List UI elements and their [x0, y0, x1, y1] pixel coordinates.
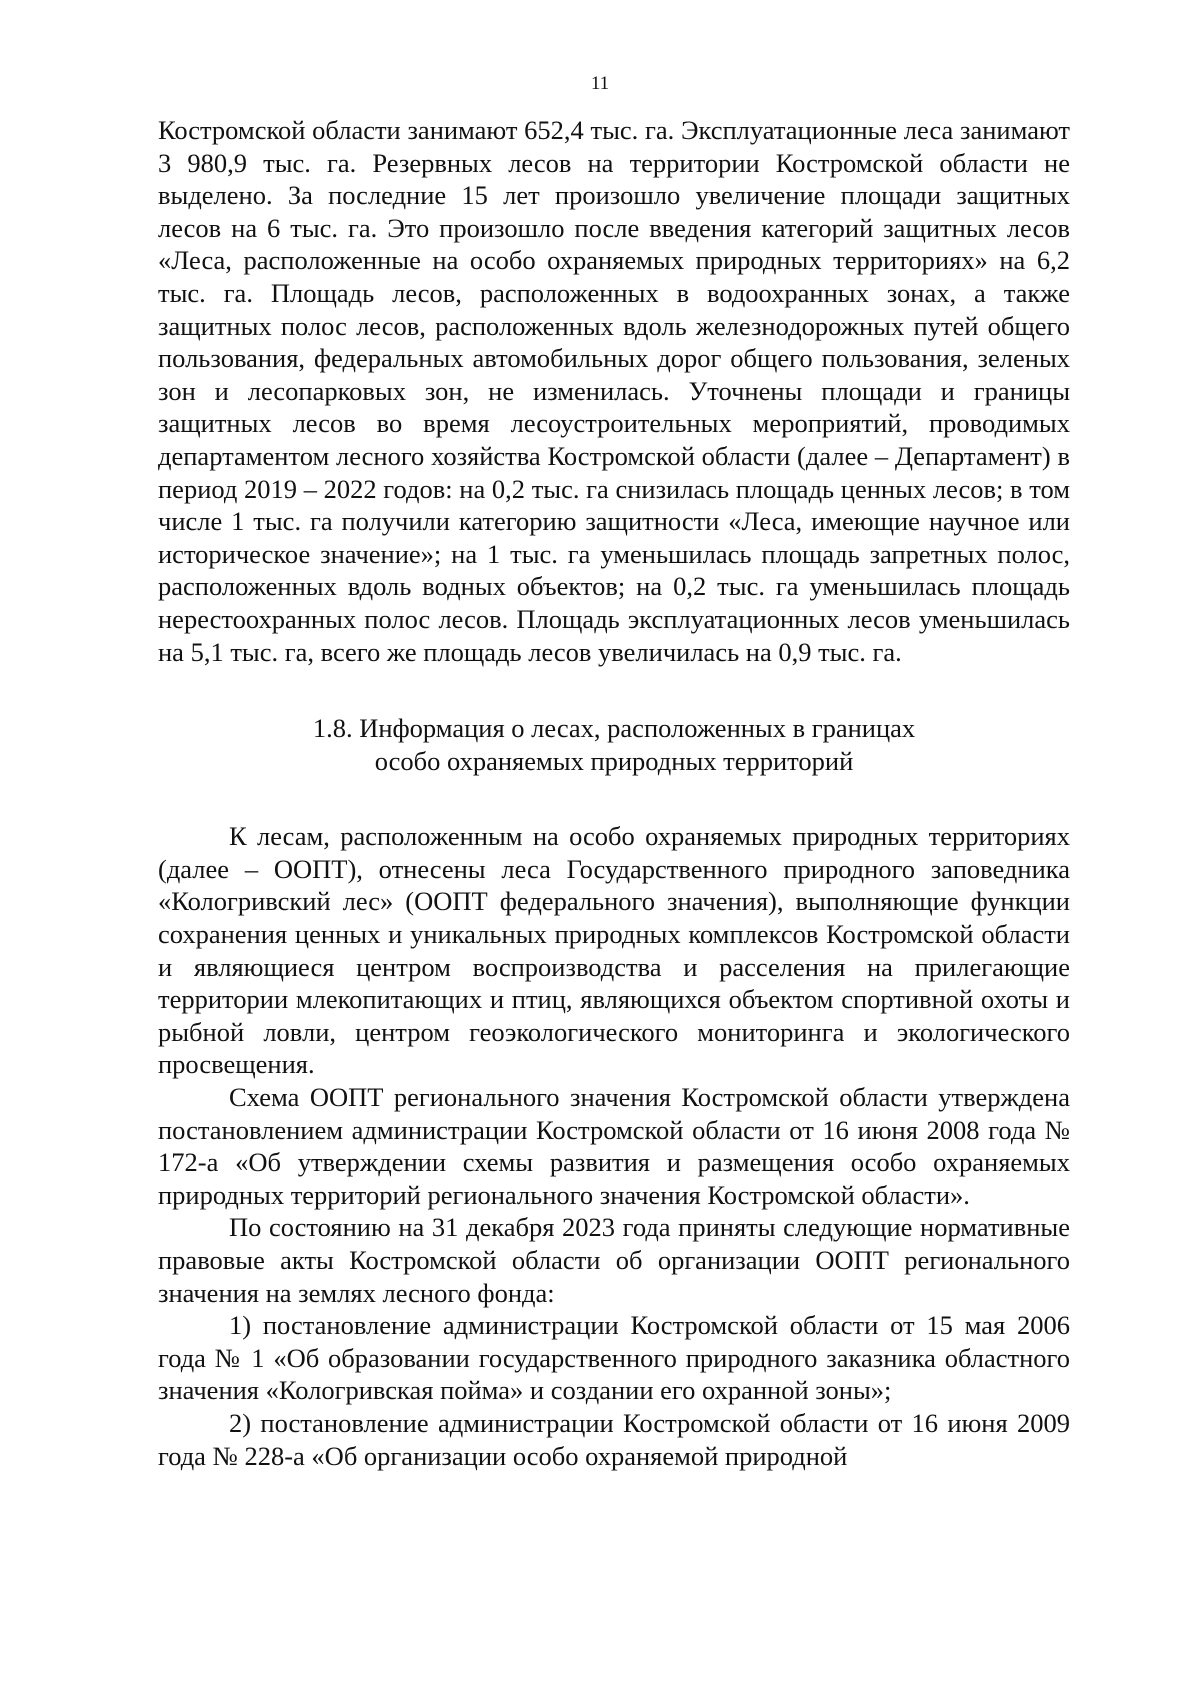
- paragraph-forest-areas: Костромской области занимают 652,4 тыс. га. Эксплуатационные леса занимают 3 980,9 тыс. га. Резервных лесов на территории Костромской области не выделено. За последние 15 лет произошло увеличение площади защитных лесов на 6 тыс. га. Это произошло после введения категорий защитных лесов «Леса, расположенные на особо охраняемых природных территориях» на 6,2 тыс. га. Площадь лесов, расположенных в водоохранных зонах, а также защитных полос лесов, расположенных вдоль железнодорожных путей общего пользования, федеральных автомобильных дорог общего пользования, зеленых зон и лесопарковых зон, не изменилась. Уточнены площади и границы защитных лесов во время лесоустроительных мероприятий, проводимых департаментом лесного хозяйства Костромской области (далее – Департамент) в период 2019 – 2022 годов: на 0,2 тыс. га снизилась площадь ценных лесов; в том числе 1 тыс. га получили категорию защитности «Леса, имеющие научное или историческое значение»; на 1 тыс. га уменьшилась площадь запретных полос, расположенных вдоль водных объектов; на 0,2 тыс. га уменьшилась площадь нерестоохранных полос лесов. Площадь эксплуатационных лесов уменьшилась на 5,1 тыс. га, всего же площадь лесов увеличилась на 0,9 тыс. га.: [158, 115, 1070, 667]
- section-heading: [158, 668, 1070, 820]
- section-heading-line-2: особо охраняемых природных территорий: [374, 745, 854, 776]
- paragraph-legal-acts-intro: По состоянию на 31 декабря 2023 года приняты следующие нормативные правовые акты Костромской области об организации ООПТ регионального значения на землях лесного фонда:: [158, 1212, 1070, 1308]
- paragraph-oopt-forests: К лесам, расположенным на особо охраняемых природных территориях (далее – ООПТ), отнесены леса Государственного природного заповедника «Кологривский лес» (ООПТ федерального значения), выполняющие функции сохранения ценных и уникальных природных комплексов Костромской области и являющиеся центром воспроизводства и расселения на прилегающие территории млекопитающих и птиц, являющихся объектом спортивной охоты и рыбной ловли, центром геоэкологического мониторинга и экологического просвещения.: [158, 821, 1070, 1080]
- page-number: 11: [590, 73, 610, 94]
- document-body: [158, 114, 1070, 1472]
- list-item-act-2: 2) постановление администрации Костромской области от 16 июня 2009 года № 228-а «Об организации особо охраняемой природной: [158, 1407, 1070, 1471]
- list-item-act-1: 1) постановление администрации Костромской области от 15 мая 2006 года № 1 «Об образовании государственного природного заказника областного значения «Кологривская пойма» и создании его охранной зоны»;: [158, 1310, 1070, 1406]
- section-heading-line-1: 1.8. Информация о лесах, расположенных в границах: [312, 713, 916, 744]
- paragraph-oopt-scheme: Схема ООПТ регионального значения Костромской области утверждена постановлением администрации Костромской области от 16 июня 2008 года № 172-а «Об утверждении схемы развития и размещения особо охраняемых природных территорий регионального значения Костромской области».: [158, 1082, 1070, 1210]
